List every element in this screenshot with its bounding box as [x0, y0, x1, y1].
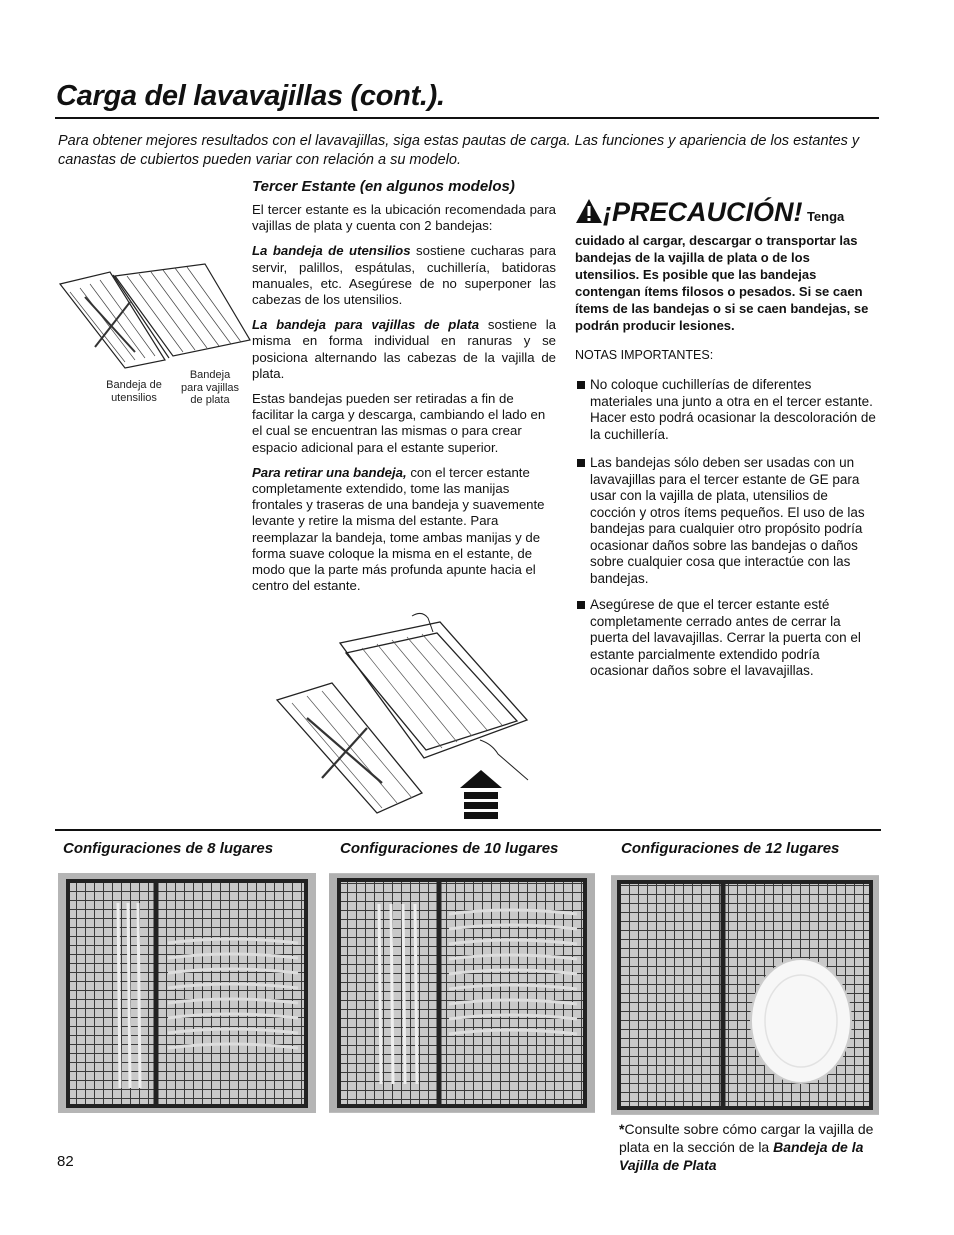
bullet-square-icon	[577, 601, 585, 609]
section-rule	[55, 829, 881, 831]
note-bullet-3	[577, 597, 877, 680]
third-rack-p4: Estas bandejas pueden ser retiradas a fin de facilitar la carga y descarga, cambiando el lado en el cual se encuentran las mismas o para crear espacio adicional para el estante superior.	[252, 391, 546, 455]
footnote-bold: Bandeja de la Vajilla de Plata	[619, 1139, 864, 1173]
warning-icon	[575, 198, 603, 224]
third-rack-p2	[252, 243, 556, 308]
bullet-square-icon	[577, 459, 585, 467]
third-rack-p3	[252, 317, 556, 382]
footnote-star: *	[619, 1121, 625, 1137]
utensil-tray-lead: La bandeja de utensilios	[252, 243, 411, 259]
title-rule	[55, 117, 879, 119]
caution-word: ¡PRECAUCIÓN!	[603, 197, 803, 227]
third-rack-p5	[252, 465, 556, 595]
caution-lead-word: Tenga	[806, 209, 845, 224]
notes-heading: NOTAS IMPORTANTES:	[575, 348, 714, 362]
bullet-square-icon	[577, 381, 585, 389]
note-text-3: Asegúrese de que el tercer estante esté completamente cerrado antes de cerrar la puerta del lavavajillas. Cerrar la puerta con el estante parcialmente extendido podría ocasionar daños sobre el lavavajillas.	[590, 597, 861, 678]
config-12-label: Configuraciones de 12 lugares	[621, 840, 840, 857]
config-8-photo	[58, 873, 316, 1113]
page-title: Carga del lavavajillas (cont.).	[56, 80, 445, 112]
up-arrow-icon	[460, 770, 502, 820]
note-text-2: Las bandejas sólo deben ser usadas con un lavavajillas para el tercer estante de GE para usar con la vajilla de plata, utensilios de cocción y otros ítems pequeños. El uso de las bandejas para cualquier otro propósito podría ocasionar daños sobre las bandejas o daños sobre cualquier cosa que interactúe con las bandejas.	[590, 455, 865, 586]
silverware-tray-lead: La bandeja para vajillas de plata	[252, 317, 480, 333]
config-10-label: Configuraciones de 10 lugares	[340, 840, 559, 857]
third-rack-trays-illustration	[55, 262, 251, 372]
note-bullet-1	[577, 377, 877, 443]
utensil-tray-text: sostiene cucharas para servir, palillos, espátulas, cuchillería, batidoras manuales, etc. Asegúrese de no superponer las cabezas de los utensilios.	[252, 243, 556, 308]
caption-utensil-tray: Bandeja de utensilios	[106, 379, 162, 404]
silverware-tray-text: sostiene la misma en forma individual en ranuras y se posiciona alternando las cabezas de la vajilla de plata.	[252, 317, 556, 381]
page-number: 82	[57, 1153, 74, 1170]
remove-tray-text: con el tercer estante completamente extendido, tome las manijas frontales y traseras de una bandeja y suavemente levante y retire la misma del estante. Para reemplazar la bandeja, tome ambas manijas y de forma suave coloque la misma en el estante, de modo que la parte más profunda apunte hacia el centro del estante.	[252, 464, 545, 594]
config-footnote	[619, 1120, 879, 1174]
remove-tray-lead: Para retirar una bandeja,	[252, 464, 407, 480]
third-rack-p1: El tercer estante es la ubicación recomendada para vajillas de plata y cuenta con 2 bandejas:	[252, 202, 556, 234]
caution-text: cuidado al cargar, descargar o transportar las bandejas de la vajilla de plata o de los utensilios. Es posible que las bandejas contengan ítems filosos o pesados. Si se caen ítems de las bandejas o si se caen bandejas, se podrán producir lesiones.	[575, 233, 869, 333]
intro-text: Para obtener mejores resultados con el lavavajillas, siga estas pautas de carga. Las funciones y apariencia de los estantes y canastas de cubiertos pueden variar con relación a su modelo.	[58, 133, 860, 168]
config-8-label: Configuraciones de 8 lugares	[63, 840, 274, 857]
footnote-text: Consulte sobre cómo cargar la vajilla de plata en la sección de la	[619, 1121, 874, 1155]
third-rack-heading: Tercer Estante (en algunos modelos)	[252, 178, 515, 195]
config-12-photo	[611, 875, 879, 1115]
config-10-photo	[329, 873, 595, 1113]
note-bullet-2	[577, 455, 877, 587]
caption-silverware-tray: Bandeja para vajillas de plata	[180, 369, 240, 406]
caution-heading	[575, 197, 844, 228]
plate-icon	[751, 959, 851, 1083]
third-rack-body	[252, 202, 556, 603]
note-text-1: No coloque cuchillerías de diferentes materiales una junto a otra en el tercer estante. Hacer esto podrá ocasionar la descoloración de la cuchillería.	[590, 377, 876, 442]
